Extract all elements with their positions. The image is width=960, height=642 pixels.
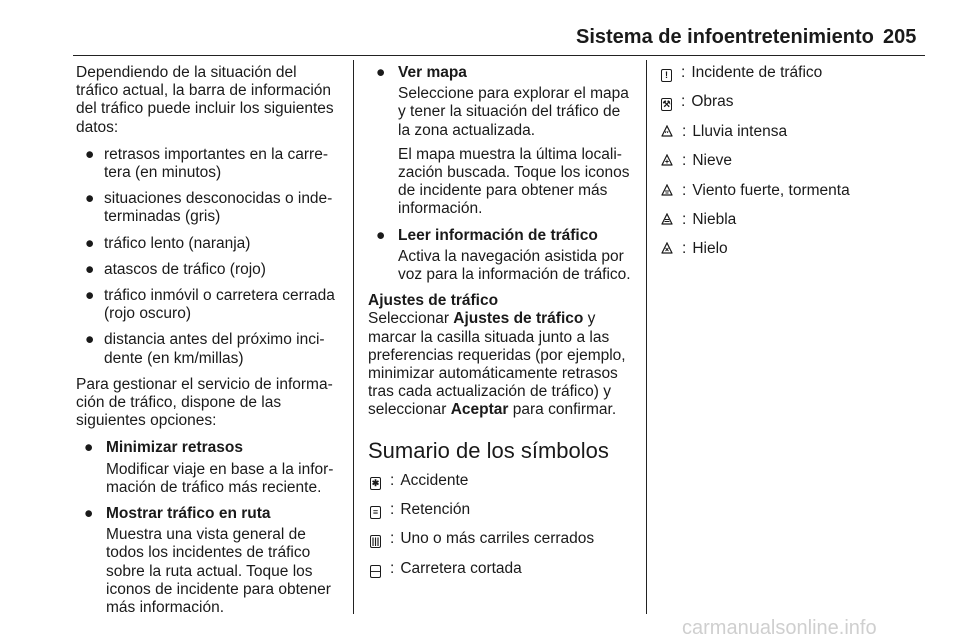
symbol-row: : Hielo bbox=[659, 240, 929, 269]
symbol-row: : Lluvia intensa bbox=[659, 123, 929, 152]
bullet-icon: ● bbox=[85, 260, 95, 278]
option-description: Activa la navegación asistida por voz para la información de tráfico. bbox=[398, 247, 631, 284]
option-view-map bbox=[368, 64, 633, 219]
options-paragraph: Para gestionar el servicio de informa- ción de tráfico, dispone de las siguientes opciones: bbox=[76, 375, 333, 430]
option-title: Leer información de tráfico bbox=[398, 226, 598, 244]
strong-wind-icon bbox=[661, 184, 673, 196]
symbol-row: — : Carretera cortada bbox=[371, 559, 522, 577]
roadworks-icon: ⚒ bbox=[662, 99, 671, 110]
option-show-traffic-on-route bbox=[76, 505, 338, 617]
option-title: Mostrar tráfico en ruta bbox=[106, 505, 271, 523]
symbol-row: ⚒ : Obras bbox=[662, 93, 734, 111]
bullet-icon: ● bbox=[85, 145, 95, 163]
symbol-row: ≡ : Retención bbox=[368, 501, 633, 530]
column-middle bbox=[368, 64, 633, 589]
bullet-icon: ● bbox=[376, 226, 386, 244]
bullet-icon: ● bbox=[85, 234, 95, 252]
list-item: ● tráfico inmóvil o carretera cerrada (rojo oscuro) bbox=[85, 287, 335, 323]
bullet-icon: ● bbox=[85, 331, 95, 349]
symbol-row: : Nieve bbox=[659, 152, 929, 181]
column-divider-1 bbox=[353, 60, 354, 614]
symbol-row: ||| : Uno o más carriles cerrados bbox=[371, 530, 595, 548]
list-item: ● atascos de tráfico (rojo) bbox=[85, 260, 266, 278]
intro-paragraph: Dependiendo de la situación del tráfico actual, la barra de información del tráfico puede incluir los siguientes datos: bbox=[76, 64, 334, 136]
watermark: carmanualsonline.info bbox=[682, 617, 877, 639]
snow-icon bbox=[661, 154, 673, 166]
bullet-icon: ● bbox=[84, 505, 94, 523]
symbol-row: : Niebla bbox=[659, 211, 929, 240]
lanes-closed-icon: ||| bbox=[371, 536, 380, 547]
bullet-icon: ● bbox=[85, 190, 95, 208]
bullet-icon: ● bbox=[376, 64, 386, 81]
option-description: Modificar viaje en base a la infor- mación de tráfico más reciente. bbox=[106, 460, 334, 496]
road-closed-icon: — bbox=[371, 565, 380, 576]
list-item: ● tráfico lento (naranja) bbox=[85, 234, 251, 252]
accident-icon: ✱ bbox=[371, 477, 380, 488]
option-minimize-delays bbox=[76, 439, 338, 497]
settings-heading: Ajustes de tráfico bbox=[368, 292, 499, 310]
section-title: Sumario de los símbolos bbox=[368, 437, 609, 463]
congestion-icon: ≡ bbox=[370, 506, 381, 519]
option-description: El mapa muestra la última locali- zación buscada. Toque los iconos de incidente para obtener más información. bbox=[398, 145, 630, 218]
page-header bbox=[0, 0, 960, 58]
heavy-rain-icon bbox=[661, 125, 673, 137]
bullet-icon: ● bbox=[84, 439, 94, 457]
column-left bbox=[76, 64, 338, 625]
fog-icon bbox=[661, 213, 673, 225]
option-title: Ver mapa bbox=[398, 64, 467, 81]
list-item: ● distancia antes del próximo inci- dente (en km/millas) bbox=[85, 331, 325, 367]
symbol-row: ! : Incidente de tráfico bbox=[659, 64, 929, 93]
option-title: Minimizar retrasos bbox=[106, 439, 243, 457]
option-description: Seleccione para explorar el mapa y tener la situación del tráfico de la zona actualizada. bbox=[398, 85, 629, 139]
column-right bbox=[659, 64, 929, 270]
list-item: ● situaciones desconocidas o inde- terminadas (gris) bbox=[85, 190, 333, 226]
ice-icon bbox=[661, 242, 673, 254]
page-title: Sistema de infoentretenimiento bbox=[576, 26, 874, 48]
page-number: 205 bbox=[883, 26, 917, 48]
bullet-icon: ● bbox=[85, 287, 95, 305]
symbol-row: ✱ : Accidente bbox=[371, 471, 469, 489]
list-item: ● retrasos importantes en la carre- tera (en minutos) bbox=[85, 145, 328, 182]
settings-paragraph: Seleccionar Ajustes de tráfico y marcar la casilla situada junto a las preferencias requeridas (por ejemplo, minimizar automáticamente retrasos tras cada actualización de tráfico) y seleccionar Aceptar para confirmar. bbox=[368, 310, 626, 419]
header-divider bbox=[73, 55, 925, 56]
option-description: Muestra una vista general de todos los incidentes de tráfico sobre la ruta actual. Toque los iconos de incidente para obtener más información. bbox=[106, 526, 331, 617]
traffic-incident-icon: ! bbox=[661, 69, 672, 82]
option-read-traffic-info bbox=[368, 227, 633, 285]
symbol-row: : Viento fuerte, tormenta bbox=[659, 182, 929, 211]
column-divider-2 bbox=[646, 60, 647, 614]
